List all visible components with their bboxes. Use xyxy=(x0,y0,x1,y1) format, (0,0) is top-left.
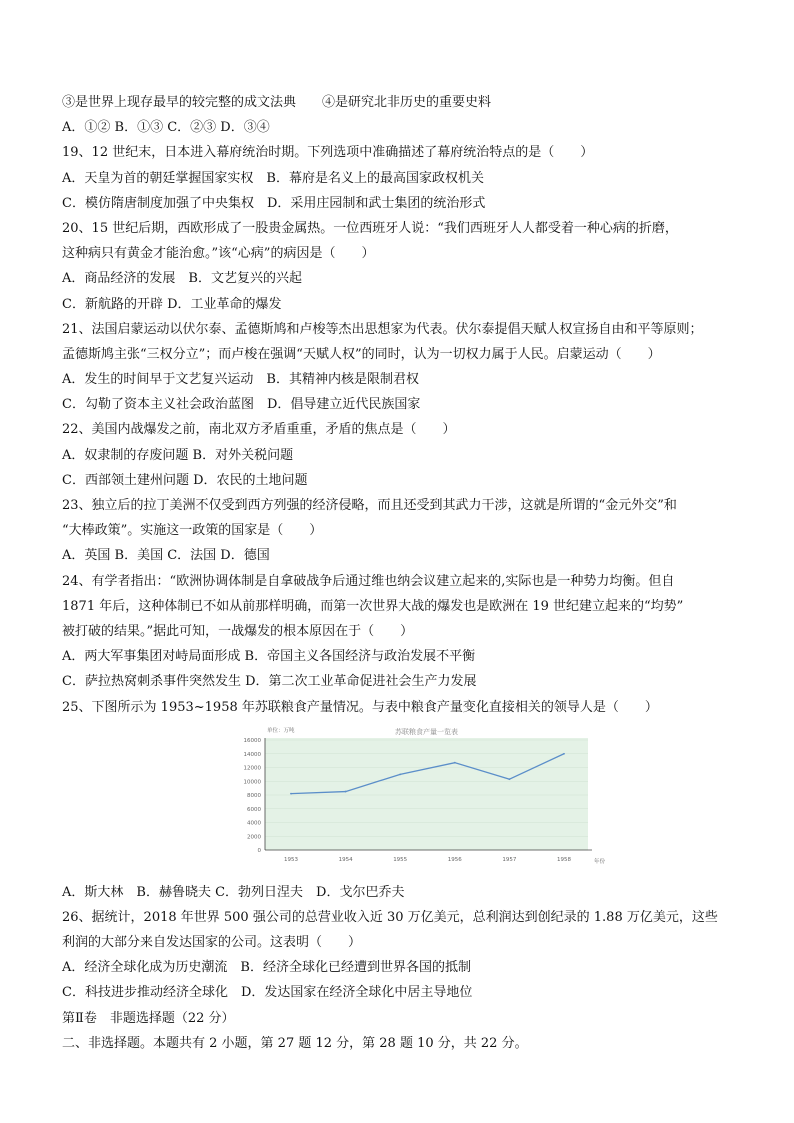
plot-area xyxy=(265,738,588,850)
x-tick-label: 1957 xyxy=(502,856,517,863)
text-line: ③是世界上现存最早的较完整的成文法典 ④是研究北非历史的重要史料 xyxy=(62,95,492,110)
text-line: “大棒政策”。实施这一政策的国家是（ ） xyxy=(62,523,323,539)
y-tick-label: 10000 xyxy=(243,778,261,785)
data-point xyxy=(399,773,401,775)
y-tick-label: 14000 xyxy=(243,751,261,758)
question-block-bottom xyxy=(62,880,742,1056)
text-line: A．天皇为首的朝廷掌握国家实权 B．幕府是名义上的最高国家政权机关 xyxy=(62,170,484,186)
text-line: 二、非选择题。本题共有 2 小题，第 27 题 12 分，第 28 题 10 分，共 22 分。 xyxy=(62,1035,528,1051)
text-line: C．新航路的开辟 D．工业革命的爆发 xyxy=(62,296,282,312)
text-line: 第Ⅱ卷 非题选择题（22 分） xyxy=(62,1010,235,1026)
y-tick-label: 4000 xyxy=(247,820,261,827)
text-line: A．斯大林 B．赫鲁晓夫 C．勃列日涅夫 D．戈尔巴乔夫 xyxy=(62,884,405,900)
text-line: C．勾勒了资本主义社会政治蓝图 D．倡导建立近代民族国家 xyxy=(62,397,421,413)
unit-label: 单位：万吨 xyxy=(267,727,295,734)
data-point xyxy=(345,790,347,792)
text-line: 26、据统计，2018 年世界 500 强公司的总营业收入近 30 万亿美元，总利润达到创纪录的 1.88 万亿美元，这些 xyxy=(62,909,718,925)
text-line: A．奴隶制的存废问题 B．对外关税问题 xyxy=(62,447,294,463)
y-tick-label: 6000 xyxy=(247,806,261,813)
text-line: 24、有学者指出：“欧洲协调体制是自拿破战争后通过维也纳会议建立起来的,实际也是一种势力均衡。但自 xyxy=(62,573,675,589)
grain-output-chart xyxy=(62,720,742,880)
text-line: 1871 年后，这种体制已不如从前那样明确，而第一次世界大战的爆发也是欧洲在 19 世纪建立起来的“均势” xyxy=(62,598,684,614)
text-line: 23、独立后的拉丁美洲不仅受到西方列强的经济侵略，而且还受到其武力干涉，这就是所谓的“金元外交”和 xyxy=(62,498,677,513)
x-tick-label: 1954 xyxy=(338,856,353,863)
text-line: A．发生的时间早于文艺复兴运动 B．其精神内核是限制君权 xyxy=(62,372,419,388)
text-line: 19、12 世纪末，日本进入幕府统治时期。下列选项中准确描述了幕府统治特点的是（ ） xyxy=(62,145,594,161)
y-tick-label: 8000 xyxy=(247,792,261,799)
x-tick-label: 1958 xyxy=(557,856,571,863)
text-line: C．科技进步推动经济全球化 D．发达国家在经济全球化中居主导地位 xyxy=(62,985,473,1001)
data-point xyxy=(509,778,511,780)
x-tick-label: 1955 xyxy=(393,856,408,863)
text-line: A．①② B．①③ C．②③ D．③④ xyxy=(62,120,270,136)
text-line: C．萨拉热窝刺杀事件突然发生 D．第二次工业革命促进社会生产力发展 xyxy=(62,674,477,690)
text-line: 利润的大部分来自发达国家的公司。这表明（ ） xyxy=(62,935,362,951)
x-tick-label: 1953 xyxy=(284,856,298,863)
text-line: A．经济全球化成为历史潮流 B．经济全球化已经遭到世界各国的抵制 xyxy=(62,960,471,976)
text-line: A．商品经济的发展 B．文艺复兴的兴起 xyxy=(62,271,302,287)
text-line: 25、下图所示为 1953~1958 年苏联粮食产量情况。与表中粮食产量变化直接相关的领导人是（ ） xyxy=(62,699,658,715)
text-line: 孟德斯鸠主张“三权分立”；而卢梭在强调“天赋人权”的同时，认为一切权力属于人民。启蒙运动（ ） xyxy=(62,346,661,362)
text-line: 22、美国内战爆发之前，南北双方矛盾重重，矛盾的焦点是（ ） xyxy=(62,422,456,438)
text-line: 20、15 世纪后期，西欧形成了一股贵金属热。一位西班牙人说：“我们西班牙人人都受着一种心病的折磨， xyxy=(62,220,678,236)
data-point xyxy=(290,792,292,794)
y-tick-label: 2000 xyxy=(247,833,261,840)
question-block-top xyxy=(62,90,742,720)
text-line: 被打破的结果。”据此可知，一战爆发的根本原因在于（ ） xyxy=(62,623,414,639)
x-axis-label: 年份 xyxy=(594,858,606,865)
text-line: C．西部领土建州问题 D．农民的土地问题 xyxy=(62,472,308,488)
text-line: C．模仿隋唐制度加强了中央集权 D．采用庄园制和武士集团的统治形式 xyxy=(62,195,486,211)
y-tick-label: 16000 xyxy=(243,737,261,744)
chart-title: 苏联粮食产量一览表 xyxy=(395,727,458,736)
data-point xyxy=(563,753,565,755)
x-tick-label: 1956 xyxy=(447,856,462,863)
y-tick-label: 0 xyxy=(257,847,261,854)
data-point xyxy=(454,761,456,763)
text-line: 21、法国启蒙运动以伏尔泰、孟德斯鸠和卢梭等杰出思想家为代表。伏尔泰提倡天赋人权宣扬自由和平等原则； xyxy=(62,321,703,337)
exam-page xyxy=(62,90,742,1056)
text-line: A．两大军事集团对峙局面形成 B．帝国主义各国经济与政治发展不平衡 xyxy=(62,649,476,665)
text-line: 这种病只有黄金才能治愈。”该“心病”的病因是（ ） xyxy=(62,246,375,262)
y-tick-label: 12000 xyxy=(243,765,261,772)
text-line: A．英国 B．美国 C．法国 D．德国 xyxy=(62,548,270,564)
grain-output-chart-svg xyxy=(200,722,606,877)
